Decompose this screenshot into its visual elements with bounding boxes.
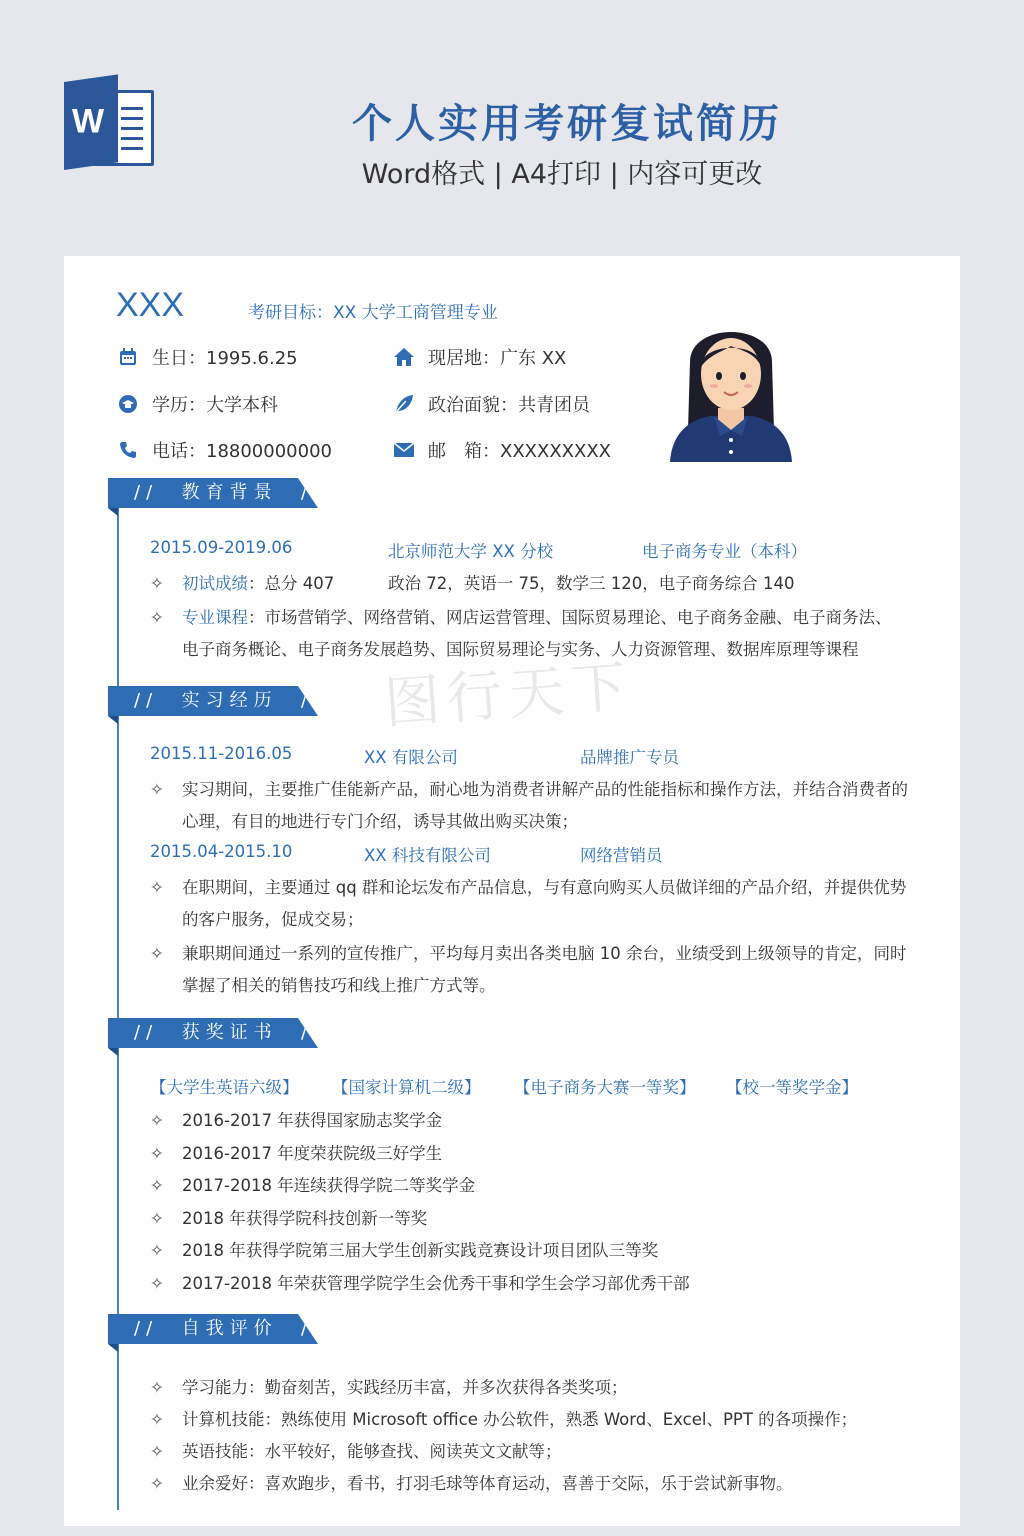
word-logo-icon: W xyxy=(64,82,156,170)
edu-courses: ✧ 专业课程：市场营销学、网络营销、网店运营管理、国际贸易理论、电子商务金融、电子商务法、 xyxy=(150,608,892,627)
graduation-cap-icon xyxy=(118,394,138,414)
certificate-tag: 【大学生英语六级】 xyxy=(150,1078,299,1097)
certificate-tag: 【电子商务大赛一等奖】 xyxy=(514,1078,696,1097)
intern-company: XX 有限公司 xyxy=(364,748,458,767)
intern-company: XX 科技有限公司 xyxy=(364,846,491,865)
intern-point-cont: 心理，有目的地进行专门介绍，诱导其做出购买决策； xyxy=(182,812,578,831)
section-header-self-evaluation: // 自我评价 // xyxy=(108,1314,318,1344)
self-eval-item: ✧ 英语技能：水平较好，能够查找、阅读英文文献等； xyxy=(150,1442,562,1461)
award-item: ✧ 2017-2018 年荣获管理学院学生会优秀干事和学生会学习部优秀干部 xyxy=(150,1274,690,1293)
self-eval-item: ✧ 业余爱好：喜欢跑步，看书，打羽毛球等体育运动，喜善于交际，乐于尝试新事物。 xyxy=(150,1474,793,1493)
edu-school: 北京师范大学 XX 分校 xyxy=(388,542,554,561)
intern-role: 品牌推广专员 xyxy=(580,748,679,767)
page-subtitle: Word格式 | A4打印 | 内容可更改 xyxy=(361,159,763,190)
intern-point: ✧ 兼职期间通过一系列的宣传推广，平均每月卖出各类电脑 10 余台，业绩受到上级领导的肯定，同时 xyxy=(150,944,907,963)
intern-period: 2015.04-2015.10 xyxy=(150,842,293,861)
award-item: ✧ 2016-2017 年度荣获院级三好学生 xyxy=(150,1144,443,1163)
intern-point: ✧ 实习期间，主要推广佳能新产品，耐心地为消费者讲解产品的性能指标和操作方法，并结合消费者的 xyxy=(150,780,908,799)
info-political: 政治面貌：共青团员 xyxy=(394,391,590,417)
edu-courses-cont: 电子商务概论、电子商务发展趋势、国际贸易理论与实务、人力资源管理、数据库原理等课程 xyxy=(182,640,859,659)
self-eval-item: ✧ 学习能力：勤奋刻苦，实践经历丰富，并多次获得各类奖项； xyxy=(150,1378,628,1397)
edu-score: ✧ 初试成绩：总分 407 xyxy=(150,574,335,593)
avatar xyxy=(670,312,792,462)
award-item: ✧ 2018 年获得学院第三届大学生创新实践竞赛设计项目团队三等奖 xyxy=(150,1241,659,1260)
award-item: ✧ 2016-2017 年获得国家励志奖学金 xyxy=(150,1111,443,1130)
phone-icon xyxy=(118,440,138,460)
edu-major: 电子商务专业（本科） xyxy=(642,542,807,561)
intern-point-cont: 掌握了相关的销售技巧和线上推广方式等。 xyxy=(182,976,496,995)
page-title: 个人实用考研复试简历 xyxy=(352,101,782,147)
intern-point-cont: 的客户服务，促成交易； xyxy=(182,910,364,929)
info-email: 邮 箱：XXXXXXXXX xyxy=(394,437,611,463)
section-header-education: // 教育背景 // xyxy=(108,478,318,508)
section-header-awards: // 获奖证书 // xyxy=(108,1018,318,1048)
info-education: 学历：大学本科 xyxy=(118,391,278,417)
timeline-line xyxy=(117,500,119,1510)
resume-goal: 考研目标：XX 大学工商管理专业 xyxy=(248,303,498,323)
edu-score-detail: 政治 72，英语一 75，数学三 120，电子商务综合 140 xyxy=(388,574,795,593)
info-birthday: 生日：1995.6.25 xyxy=(118,344,298,370)
award-item: ✧ 2017-2018 年连续获得学院二等奖学金 xyxy=(150,1176,476,1195)
intern-period: 2015.11-2016.05 xyxy=(150,744,293,763)
edu-period: 2015.09-2019.06 xyxy=(150,538,293,557)
home-icon xyxy=(394,347,414,367)
mail-icon xyxy=(394,440,414,460)
intern-point: ✧ 在职期间，主要通过 qq 群和论坛发布产品信息，与有意向购买人员做详细的产品介绍，并提供优势 xyxy=(150,878,907,897)
certificate-tag: 【校一等奖学金】 xyxy=(726,1078,858,1097)
info-phone: 电话：18800000000 xyxy=(118,437,332,463)
calendar-icon xyxy=(118,347,138,367)
watermark: 图行天下 xyxy=(382,654,635,737)
info-residence: 现居地：广东 XX xyxy=(394,344,566,370)
leaf-icon xyxy=(394,394,414,414)
resume-paper xyxy=(64,256,960,1526)
intern-role: 网络营销员 xyxy=(580,846,663,865)
self-eval-item: ✧ 计算机技能：熟练使用 Microsoft office 办公软件，熟悉 Word、Excel、PPT 的各项操作； xyxy=(150,1410,858,1429)
certificate-tag: 【国家计算机二级】 xyxy=(332,1078,481,1097)
section-header-internship: // 实习经历 // xyxy=(108,686,318,716)
award-item: ✧ 2018 年获得学院科技创新一等奖 xyxy=(150,1209,428,1228)
resume-name: XXX xyxy=(116,286,185,324)
